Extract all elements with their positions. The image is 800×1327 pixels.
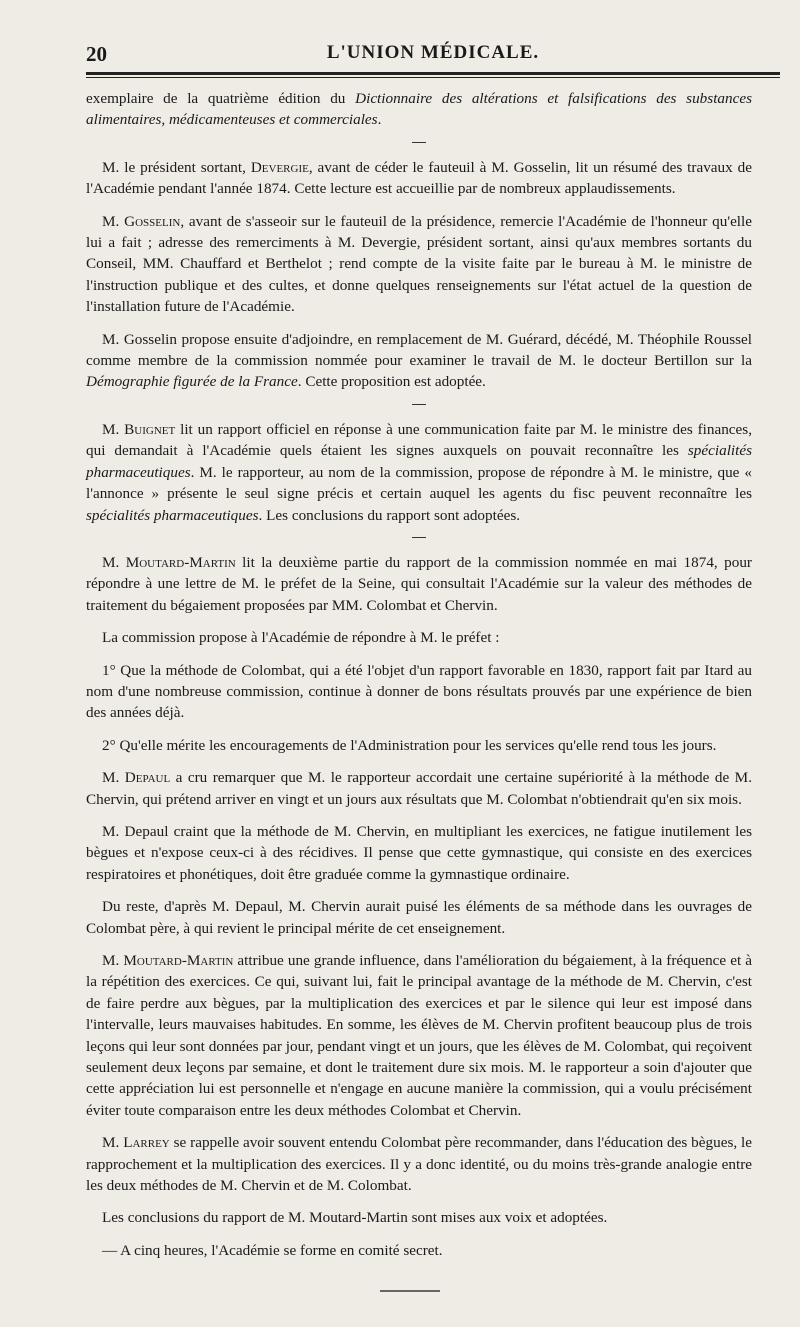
page-header — [86, 38, 780, 68]
speaker-name: Devergie — [250, 158, 309, 176]
running-title: L'UNION MÉDICALE. — [326, 42, 540, 63]
page-number: 20 — [86, 42, 107, 66]
paragraph-larrey-remark: M. Larrey se rappelle avoir souvent entendu Colombat père recommander, dans l'éducation des bègues, le rapprochement et la multiplication des exercices. Il y a donc identité, ou du moins très-grande analogie entre les deux méthodes de M. Chervin et de M. Colombat. — [86, 1134, 752, 1195]
paragraph-depaul-concern: M. Depaul craint que la méthode de M. Chervin, en multipliant les exercices, ne fatigue inutilement les bègues et n'expose ceux-ci à des récidives. Il pense que cette gymnastique, qui consiste en des exercices respiratoires et phonétiques, doit être graduée comme la gymnastique ordinaire. — [86, 822, 752, 883]
paragraph-devergie-report: M. le président sortant, Devergie, avant de céder le fauteuil à M. Gosselin, lit un résumé des travaux de l'Académie pendant l'année 1874. Cette lecture est accueillie par de nombreux applaudissements. — [86, 158, 752, 198]
paragraph-point-two: 2° Qu'elle mérite les encouragements de l'Administration pour les services qu'elle rend tous les jours. — [102, 736, 717, 754]
paragraph-gosselin-proposal: M. Gosselin propose ensuite d'adjoindre, en remplacement de M. Guérard, décédé, M. Théophile Roussel comme membre de la commission nommée pour examiner le travail de M. le docteur Bertillon sur la Démographie figurée de la France. Cette proposition est adoptée. — [86, 330, 752, 391]
page-end-mark — [380, 1290, 440, 1292]
book-title: Dictionnaire des altérations et falsifications des substances alimentaires, médicamenteuses et commerciales — [86, 90, 752, 129]
speaker-name: Moutard-Martin — [123, 952, 234, 969]
paragraph-depaul-remark: M. Depaul a cru remarquer que M. le rapporteur accordait une certaine supériorité à la méthode de M. Chervin, qui prétend arriver en vingt et un jours aux résultats que M. Colombat n'obtiendrait qu'en six mois. — [86, 769, 752, 808]
work-title: Démographie figurée de la France — [86, 373, 298, 391]
paragraph-point-one: 1° Que la méthode de Colombat, qui a été l'objet d'un rapport favorable en 1830, rapport fait par Itard au nom d'une nombreuse commission, continue à donner de bons résultats prouvés par une expérience de bien des années déjà. — [86, 661, 752, 722]
header-rule — [86, 72, 780, 75]
speaker-name: Larrey — [123, 1134, 170, 1152]
article-body — [86, 88, 752, 1261]
paragraph-book-gift: exemplaire de la quatrième édition du Dictionnaire des altérations et falsifications des substances alimentaires, médicamenteuses et commerciales. — [86, 90, 752, 129]
paragraph-gosselin-remarks: M. Gosselin, avant de s'asseoir sur le fauteuil de la présidence, remercie l'Académie de l'honneur qu'elle lui a fait ; adresse des remerciments à M. Devergie, président sortant, ainsi qu'aux membres sortants du Conseil, MM. Chauffard et Berthelot ; rend compte de la visite faite par le bureau à M. le ministre de l'instruction publique et des cultes, et donne quelques renseignements sur l'état actuel de la question de l'installation future de l'Académie. — [86, 212, 752, 316]
section-separator — [412, 142, 426, 143]
speaker-name: Depaul — [124, 769, 171, 787]
paragraph-buignet-report: M. Buignet lit un rapport officiel en réponse à une communication faite par M. le ministre des finances, qui demandait à l'Académie quels étaient les signes auxquels on pouvait reconnaître les spécialités pharmaceutiques. M. le rapporteur, au nom de la commission, propose de répondre à M. le ministre, que « l'annonce » présente le seul signe précis et certain auquel les agents du fisc peuvent reconnaître les spécialités pharmaceutiques. Les conclusions du rapport sont adoptées. — [86, 420, 752, 524]
section-separator — [412, 404, 426, 405]
section-separator — [412, 537, 426, 538]
paragraph-conclusions-adopted: Les conclusions du rapport de M. Moutard-Martin sont mises aux voix et adoptées. — [102, 1209, 608, 1227]
paragraph-secret-committee: — A cinq heures, l'Académie se forme en comité secret. — [102, 1241, 443, 1259]
speaker-name: Buignet — [124, 420, 176, 438]
paragraph-commission-proposal: La commission propose à l'Académie de répondre à M. le préfet : — [102, 629, 500, 647]
paragraph-depaul-origin: Du reste, d'après M. Depaul, M. Chervin aurait puisé les éléments de sa méthode dans les ouvrages de Colombat père, à qui revient le principal mérite de cet enseignement. — [86, 898, 752, 937]
paragraph-moutard-martin-report: M. Moutard-Martin lit la deuxième partie du rapport de la commission nommée en mai 1874, pour répondre à une lettre de M. le préfet de la Seine, qui consultait l'Académie sur la valeur des méthodes de traitement du bégaiement proposées par MM. Colombat et Chervin. — [86, 553, 752, 614]
header-rule-thin — [86, 77, 780, 78]
paragraph-moutard-martin-reply: M. Moutard-Martin attribue une grande influence, dans l'amélioration du bégaiement, à la fréquence et à la répétition des exercices. Ce qui, suivant lui, fait le principal avantage de la méthode de M. Chervin, c'est de faire perdre aux bègues, par la multiplication des exercices et par le silence qui leur est imposé dans l'intervalle, leurs mauvaises habitudes. En somme, les élèves de M. Chervin profitent beaucoup plus de trois leçons qui leur sont données par jour, pendant vingt et un jours, que les élèves de M. Colombat, qui reçoivent seulement deux leçons par semaine, et dont le traitement dure six mois. M. le rapporteur a soin d'ajouter que cette appréciation lui est personnelle et n'engage en aucune manière la commission, qui a voulu précisément éviter toute comparaison entre les deux méthodes Colombat et Chervin. — [86, 952, 752, 1119]
speaker-name: Moutard-Martin — [125, 553, 236, 571]
speaker-name: Gosselin — [124, 212, 181, 230]
